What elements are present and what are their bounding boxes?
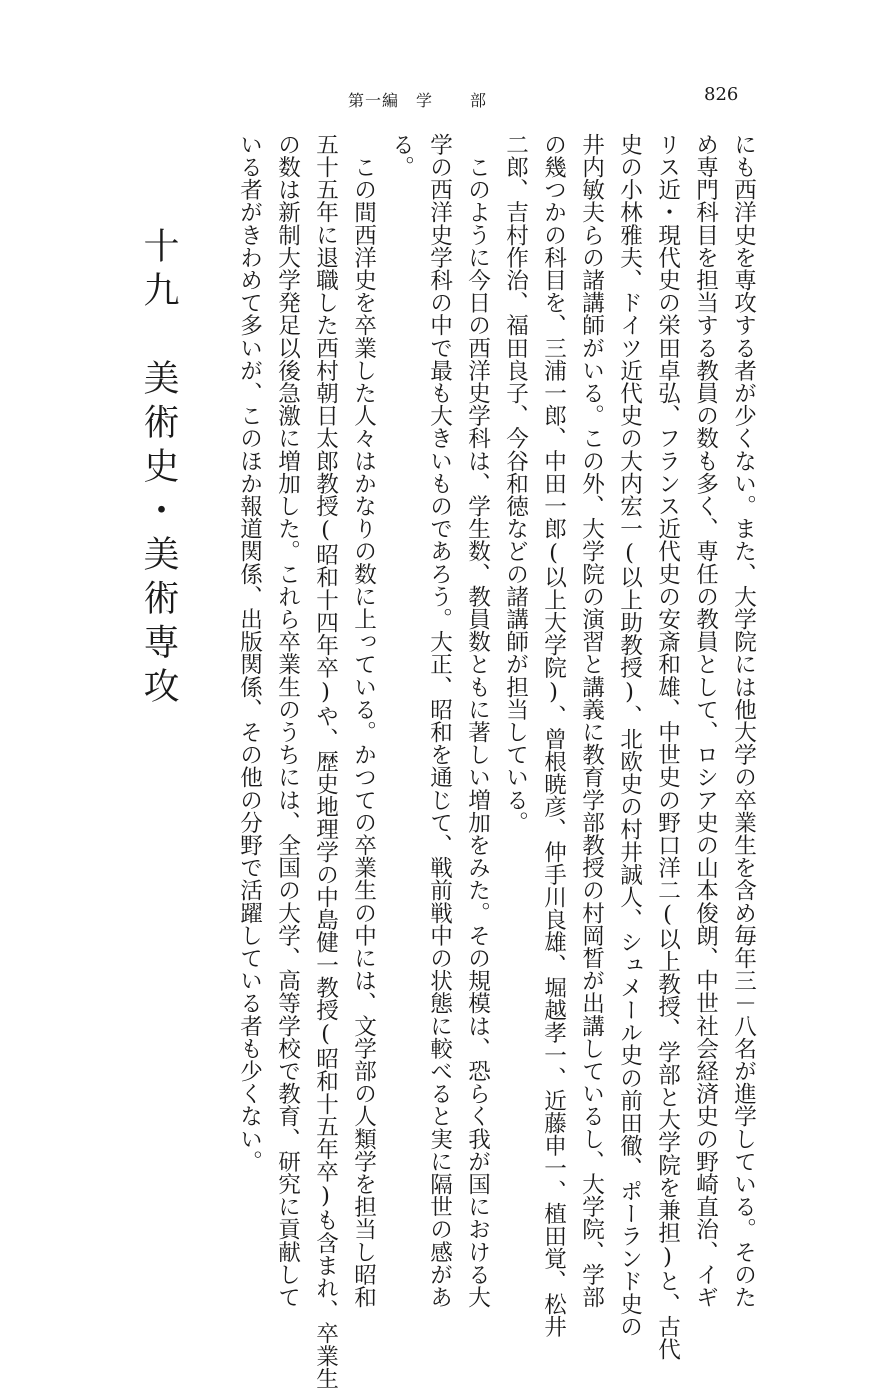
text-column: 学の西洋史学科の中で最も大きいものであろう。大正、昭和を通じて、戦前戦中の状態に較べると実に隔世の感があ (426, 133, 453, 1309)
running-header-section: 第一編 学 (348, 91, 434, 110)
section-title: 十九 美術史・美術専攻 (138, 227, 179, 711)
text-column: る。 (388, 133, 415, 179)
text-column: め専門科目を担当する教員の数も多く、専任の教員として、ロシア史の山本俊朗、中世社会経済史の野崎直治、イギ (692, 133, 719, 1309)
text-column: リス近・現代史の栄田卓弘、フランス近代史の安斎和雄、中世史の野口洋二(以上教授、学部と大学院を兼担)と、古代 (654, 133, 681, 1361)
text-column: の幾つかの科目を、三浦一郎、中田一郎(以上大学院)、曾根暁彦、仲手川良雄、堀越孝一、近藤申一、植田覚、松井 (540, 133, 567, 1338)
text-column: 二郎、吉村作治、福田良子、今谷和徳などの諸講師が担当している。 (502, 133, 529, 834)
text-column: 五十五年に退職した西村朝日太郎教授(昭和十四年卒)や、歴史地理学の中島健一教授(昭和十五年卒)も含まれ、卒業生 (312, 133, 339, 1390)
text-column: 史の小林雅夫、ドイツ近代史の大内宏一(以上助教授)、北欧史の村井誠人、シュメール史の前田徹、ポーランド史の (616, 133, 643, 1338)
text-column: の数は新制大学発足以後急激に増加した。これら卒業生のうちには、全国の大学、高等学校で教育、研究に貢献して (274, 133, 301, 1309)
text-column: 井内敏夫らの諸講師がいる。この外、大学院の演習と講義に教育学部教授の村岡晳が出講しているし、大学院、学部 (578, 133, 605, 1309)
text-column: この間西洋史を卒業した人々はかなりの数に上っている。かつての卒業生の中には、文学部の人類学を担当し昭和 (350, 133, 377, 1309)
text-column: このように今日の西洋史学科は、学生数、教員数ともに著しい増加をみた。その規模は、恐らく我が国における大 (464, 133, 491, 1309)
running-header-part: 部 (470, 91, 488, 110)
text-column: いる者がきわめて多いが、このほか報道関係、出版関係、その他の分野で活躍している者も少くない。 (236, 133, 263, 1173)
text-column: にも西洋史を専攻する者が少くない。また、大学院には他大学の卒業生を含め毎年三－八名が進学している。そのた (730, 133, 757, 1309)
page-number: 826 (704, 84, 739, 105)
